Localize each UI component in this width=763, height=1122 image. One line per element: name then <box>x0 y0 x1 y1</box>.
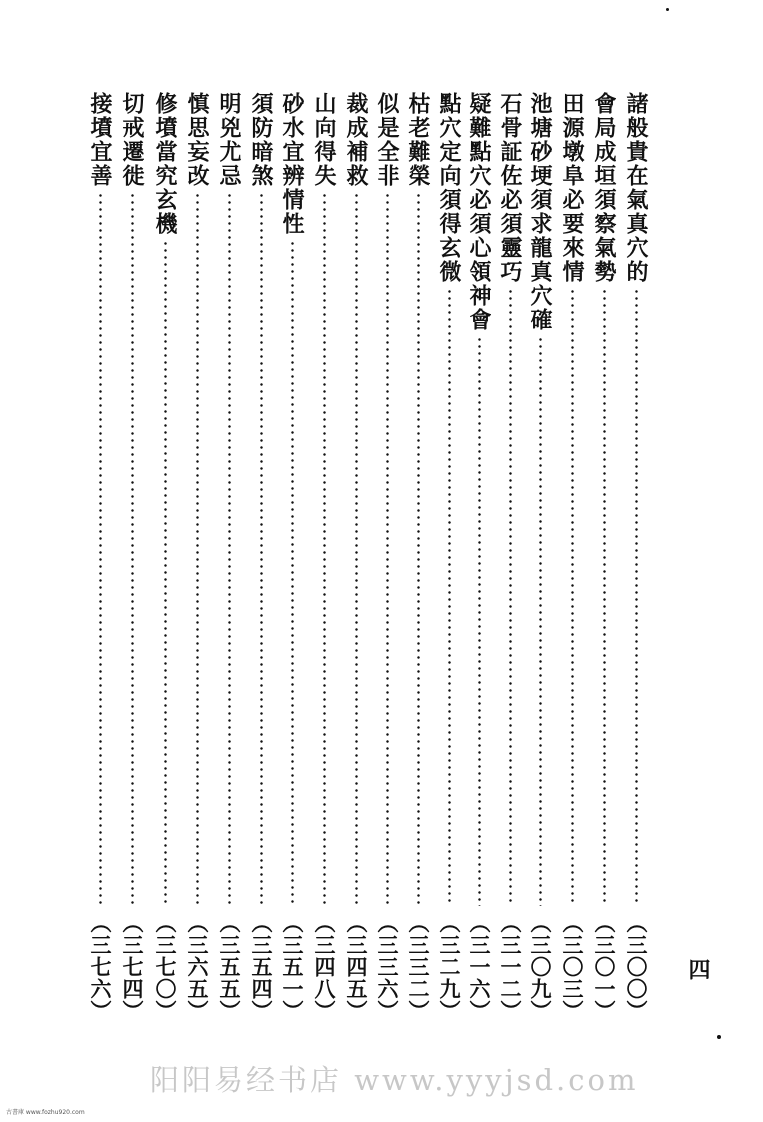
toc-entry-page: （三四八） <box>312 912 337 1022</box>
toc-entry <box>402 92 434 1022</box>
toc-entry-title: 會局成垣須察氣勢 <box>591 92 617 284</box>
toc-entry-title: 慎思妄改 <box>184 92 210 188</box>
toc-entry-title: 切戒遷徙 <box>119 92 145 188</box>
toc-entry-page: （三二九） <box>437 912 462 1022</box>
dot-leader <box>260 192 263 906</box>
page-number: 四 <box>685 958 711 980</box>
toc-entry-title: 點穴定向須得玄微 <box>436 92 462 284</box>
toc-entry-title: 田源墩阜必要來情 <box>559 92 585 284</box>
toc-entry <box>433 92 465 1022</box>
toc-entry-page: （三三六） <box>375 912 400 1022</box>
toc-entry-page: （三〇〇） <box>624 912 649 1022</box>
toc-entry <box>556 92 588 1022</box>
toc-entry-page: （三五五） <box>217 912 242 1022</box>
toc-entry-page: （三七四） <box>120 912 145 1022</box>
toc-entry-title: 似是全非 <box>374 92 400 188</box>
dot-leader <box>99 192 102 906</box>
toc-entry <box>245 92 277 1022</box>
toc-entry-title: 諸般貴在氣真穴的 <box>623 92 649 284</box>
ink-speck <box>666 8 669 11</box>
toc-entry-title: 修墳當究玄機 <box>152 92 178 236</box>
dot-leader <box>164 240 167 906</box>
toc-entry-title: 明兇尤忌 <box>216 92 242 188</box>
toc-entry-page: （三〇三） <box>560 912 585 1022</box>
dot-leader <box>635 288 638 906</box>
dot-leader <box>196 192 199 906</box>
toc-entry-title: 疑難點穴必須心領神會 <box>466 92 492 332</box>
dot-leader <box>386 192 389 906</box>
footer-note: 古書庫 www.fozhu920.com <box>6 1109 85 1116</box>
toc-entry <box>181 92 213 1022</box>
toc-entry-page: （三六五） <box>185 912 210 1022</box>
toc-entry <box>340 92 372 1022</box>
toc-entry-page: （三七六） <box>88 912 113 1022</box>
dot-leader <box>509 288 512 906</box>
toc-entry-title: 砂水宜辨情性 <box>279 92 305 236</box>
toc-entry-page: （三三二） <box>406 912 431 1022</box>
dot-leader <box>323 192 326 906</box>
toc-entry-page: （三七〇） <box>153 912 178 1022</box>
dot-leader <box>131 192 134 906</box>
toc-entry <box>213 92 245 1022</box>
dot-leader <box>571 288 574 906</box>
dot-leader <box>539 336 542 906</box>
dot-leader <box>291 240 294 906</box>
dot-leader <box>603 288 606 906</box>
dot-leader <box>417 192 420 906</box>
toc-entry-page: （三五一） <box>280 912 305 1022</box>
toc-entry-title: 山向得失 <box>311 92 337 188</box>
toc-entry-title: 石骨証佐必須靈巧 <box>497 92 523 284</box>
toc-entry <box>494 92 526 1022</box>
toc-entry-page: （三四五） <box>344 912 369 1022</box>
watermark: 阳阳易经书店 www.yyyjsd.com <box>150 1063 639 1097</box>
toc-entry <box>371 92 403 1022</box>
toc-entry-page: （三五四） <box>249 912 274 1022</box>
dot-leader <box>355 192 358 906</box>
ink-speck <box>717 1035 721 1039</box>
toc-entry-title: 裁成補救 <box>343 92 369 188</box>
toc-entry-page: （三〇一） <box>592 912 617 1022</box>
toc-entry-title: 池塘砂埂須求龍真穴確 <box>527 92 553 332</box>
dot-leader <box>448 288 451 906</box>
toc-entry-title: 須防暗煞 <box>248 92 274 188</box>
toc-entry-title: 枯老難榮 <box>405 92 431 188</box>
toc-entry-title: 接墳宜善 <box>87 92 113 188</box>
toc-entry <box>116 92 148 1022</box>
toc-entry-page: （三一六） <box>467 912 492 1022</box>
dot-leader <box>228 192 231 906</box>
toc-entry <box>463 92 495 1022</box>
toc-entry <box>620 92 652 1022</box>
toc-entry <box>308 92 340 1022</box>
dot-leader <box>478 336 481 906</box>
toc-entry-page: （三〇九） <box>528 912 553 1022</box>
toc-entry <box>588 92 620 1022</box>
toc-entry-page: （三一二） <box>498 912 523 1022</box>
toc-entry <box>84 92 116 1022</box>
toc-entry <box>276 92 308 1022</box>
toc-entry <box>149 92 181 1022</box>
toc-entry <box>524 92 556 1022</box>
